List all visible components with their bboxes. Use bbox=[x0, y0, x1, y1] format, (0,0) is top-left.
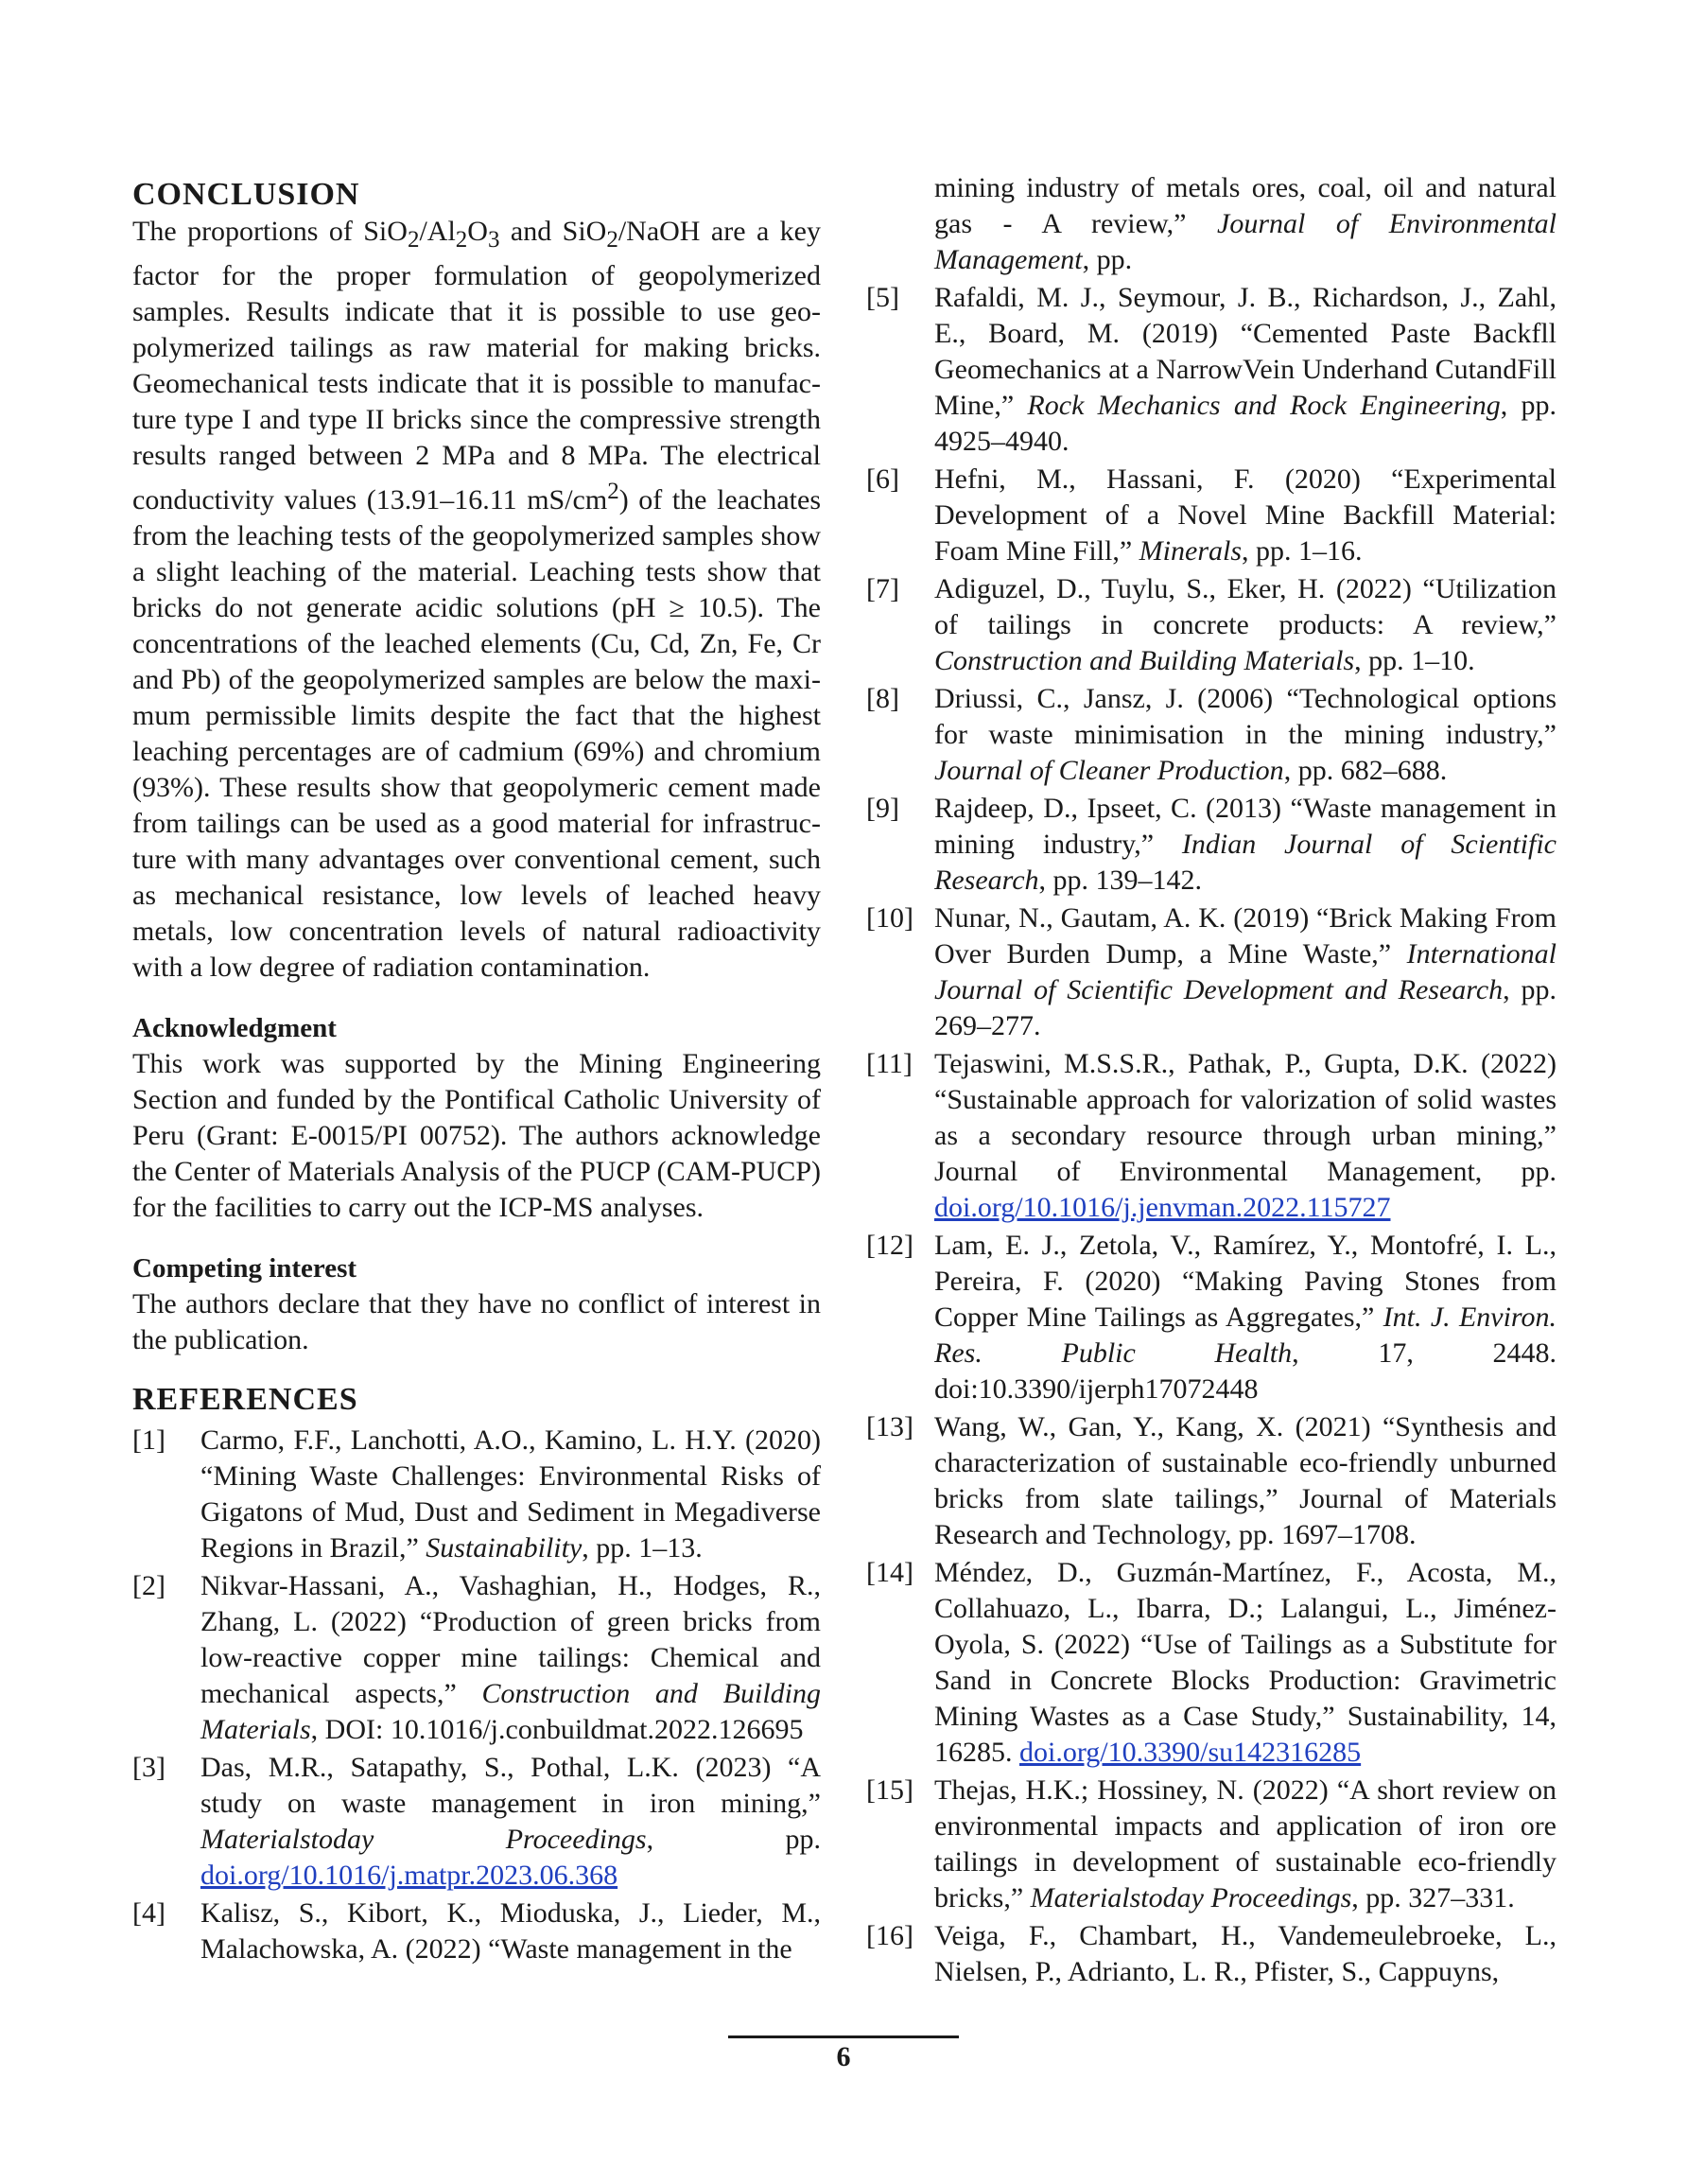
text-run: Das, M.R., Satapathy, S., Pothal, L.K. (2023) “A study on waste management in iron mining,” bbox=[200, 1752, 821, 1819]
reference-item bbox=[866, 791, 1557, 899]
text-run: Méndez, D., Guzmán-Martínez, F., Acosta, M., Collahuazo, L., Ibarra, D.; Lalangui, L., Jiménez-Oyola, S. (2022) “Use of Tailings as a Substitute for Sand in Concrete Blocks Production: Gravimetric Mining Wastes as a Case Study,” Sustainability, 14, 16285. bbox=[934, 1557, 1557, 1768]
journal-name: Materialstoday Proceedings bbox=[200, 1824, 647, 1855]
text-run: Tejaswini, M.S.S.R., Pathak, P., Gupta, D.K. (2022) “Sustainable approach for valorization of solid wastes as a secondary resource through urban mining,” Journal of Environmental Management, pp. bbox=[934, 1048, 1557, 1187]
text-run: , pp. bbox=[1082, 244, 1133, 275]
journal-name: Journal of Cleaner Production bbox=[934, 755, 1284, 786]
reference-text: Wang, W., Gan, Y., Kang, X. (2021) “Synthesis and characterization of sustainable eco-friendly unburned bricks from slate tailings,” Journal of Materials Research and Technology, pp. 1697–1708. bbox=[934, 1411, 1557, 1550]
reference-text bbox=[866, 170, 1557, 278]
reference-number: [4] bbox=[132, 1897, 165, 1929]
text-run: Adiguzel, D., Tuylu, S., Eker, H. (2022) “Utilization of tailings in concrete products: A review,” bbox=[934, 573, 1557, 640]
text-run: The proportions of SiO bbox=[132, 216, 408, 247]
reference-text bbox=[934, 1228, 1557, 1407]
reference-item bbox=[866, 1555, 1557, 1771]
journal-name: International Journal of Scientific Development and Research bbox=[934, 938, 1557, 1005]
subscript: 2 bbox=[455, 227, 468, 253]
reference-item bbox=[866, 462, 1557, 569]
reference-item bbox=[866, 1046, 1557, 1226]
reference-text bbox=[200, 1423, 821, 1566]
reference-item bbox=[132, 1423, 821, 1566]
doi-link[interactable]: doi.org/10.1016/j.jenvman.2022.115727 bbox=[934, 1192, 1391, 1223]
text-run: and SiO bbox=[499, 216, 607, 247]
reference-item bbox=[866, 571, 1557, 679]
acknowledgment-heading: Acknowledgment bbox=[132, 1013, 337, 1043]
text-run: , pp. 1–10. bbox=[1354, 645, 1475, 676]
reference-item bbox=[132, 1896, 821, 1967]
reference-number: [13] bbox=[866, 1411, 913, 1442]
conclusion-paragraph bbox=[132, 214, 821, 986]
reference-text: Veiga, F., Chambart, H., Vandemeulebroeke, L., Nielsen, P., Adrianto, L. R., Pfister, S., Cappuyns, bbox=[934, 1920, 1557, 1987]
journal-name: Int. J. Environ. Res. Public Health bbox=[934, 1302, 1557, 1369]
text-run: , pp. 1–13. bbox=[582, 1532, 703, 1564]
text-run: Hefni, M., Hassani, F. (2020) “Experimental Development of a Novel Mine Backfill Material: Foam Mine Fill,” bbox=[934, 463, 1557, 567]
journal-name: Minerals bbox=[1139, 535, 1242, 567]
text-run: , pp. 1–16. bbox=[1242, 535, 1363, 567]
text-run: , pp. 269–277. bbox=[934, 974, 1557, 1041]
reference-item bbox=[866, 900, 1557, 1044]
reference-text bbox=[934, 900, 1557, 1044]
references-list-left bbox=[132, 1423, 821, 1967]
text-run: , pp. 682–688. bbox=[1283, 755, 1448, 786]
footer-rule bbox=[728, 2035, 959, 2038]
text-run: , 17, 2448. doi:10.3390/ijerph17072448 bbox=[934, 1337, 1557, 1405]
reference-item bbox=[866, 1228, 1557, 1407]
subscript: 3 bbox=[487, 227, 500, 253]
references-list-right bbox=[866, 170, 1557, 1990]
reference-text bbox=[934, 571, 1557, 679]
journal-name: Construction and Building Materials bbox=[934, 645, 1355, 676]
text-run: Carmo, F.F., Lanchotti, A.O., Kamino, L. H.Y. (2020) “Mining Waste Challenges: Environmental Risks of Gigatons of Mud, Dust and Sediment in Megadiverse Regions in Brazil,” bbox=[200, 1424, 821, 1564]
reference-text bbox=[934, 1555, 1557, 1771]
text-run: , pp. 4925–4940. bbox=[934, 390, 1557, 457]
text-run: , DOI: 10.1016/j.conbuildmat.2022.126695 bbox=[310, 1714, 804, 1745]
reference-item bbox=[866, 681, 1557, 789]
journal-name: Materialstoday Proceedings bbox=[1030, 1882, 1352, 1913]
reference-number: [16] bbox=[866, 1920, 913, 1951]
reference-number: [1] bbox=[132, 1424, 165, 1456]
text-run: /Al bbox=[419, 216, 456, 247]
reference-continuation bbox=[866, 170, 1557, 278]
reference-item bbox=[866, 1773, 1557, 1916]
reference-text bbox=[934, 280, 1557, 460]
reference-item bbox=[132, 1568, 821, 1748]
text-run: , pp. bbox=[646, 1824, 821, 1855]
reference-number: [2] bbox=[132, 1570, 165, 1601]
page-number: 6 bbox=[836, 2041, 851, 2072]
reference-text bbox=[934, 462, 1557, 569]
reference-text bbox=[934, 791, 1557, 899]
text-run: Rafaldi, M. J., Seymour, J. B., Richardson, J., Zahl, E., Board, M. (2019) “Cemented Paste Backfll Geomechanics at a NarrowVein Underhand CutandFill Mine,” bbox=[934, 282, 1557, 421]
journal-name: Rock Mechanics and Rock Engineering bbox=[1027, 390, 1501, 421]
right-column bbox=[866, 170, 1557, 1992]
journal-name: Journal of Environmental Management bbox=[934, 208, 1557, 275]
text-run: Rajdeep, D., Ipseet, C. (2013) “Waste management in mining industry,” bbox=[934, 793, 1557, 860]
competing-interest-heading: Competing interest bbox=[132, 1253, 357, 1284]
text-run: Nunar, N., Gautam, A. K. (2019) “Brick Making From Over Burden Dump, a Mine Waste,” bbox=[934, 902, 1557, 970]
subscript: 2 bbox=[407, 227, 420, 253]
left-column bbox=[132, 170, 821, 1969]
text-run: ) of the leachates from the leaching tests of the geopolymerized samples show a slight leaching of the material. Leaching tests show that bricks do not generate acidic solutions (pH ≥ 10.5). The concentrations of the leached elements (Cu, Cd, Zn, Fe, Cr and Pb) of the geopolymerized samples are below the maximum permissible limits despite the fact that the highest leaching percentages are of cadmium (69%) and chromium (93%). These results show that geopolymeric cement made from tailings can be used as a good material for infrastructure with many advantages over conventional cement, such as mechanical resistance, low levels of leached heavy metals, low concentration levels of natural radioactivity with a low degree of radiation contamination. bbox=[132, 484, 821, 983]
reference-item bbox=[866, 280, 1557, 460]
superscript: 2 bbox=[607, 479, 619, 504]
reference-text bbox=[200, 1750, 821, 1894]
reference-number: [12] bbox=[866, 1230, 913, 1261]
reference-number: [5] bbox=[866, 282, 899, 313]
subscript: 2 bbox=[606, 227, 618, 253]
reference-number: [9] bbox=[866, 793, 899, 824]
references-heading: REFERENCES bbox=[132, 1382, 358, 1417]
reference-number: [3] bbox=[132, 1752, 165, 1783]
text-run: , pp. 139–142. bbox=[1038, 865, 1203, 896]
journal-name: Indian Journal of Scientific Research bbox=[934, 829, 1557, 896]
text-run: Nikvar-Hassani, A., Vashaghian, H., Hodges, R., Zhang, L. (2022) “Production of green bricks from low-reactive copper mine tailings: Chemical and mechanical aspects,” bbox=[200, 1570, 821, 1709]
text-run: mining industry of metals ores, coal, oil and natural gas - A review,” bbox=[934, 172, 1557, 239]
reference-text bbox=[934, 681, 1557, 789]
reference-text bbox=[934, 1046, 1557, 1226]
acknowledgment-text: This work was supported by the Mining Engineering Section and funded by the Pontifical Catholic University of Peru (Grant: E-0015/PI 00752). The authors acknowledge the Center of Materials Analysis of the PUCP (CAM-PUCP) for the facilities to carry out the ICP-MS analyses. bbox=[132, 1048, 821, 1223]
reference-item bbox=[866, 1409, 1557, 1553]
text-run: Lam, E. J., Zetola, V., Ramírez, Y., Montofré, I. L., Pereira, F. (2020) “Making Paving Stones from Copper Mine Tailings as Aggregates,” bbox=[934, 1230, 1557, 1333]
reference-number: [6] bbox=[866, 463, 899, 495]
text-run: Thejas, H.K.; Hossiney, N. (2022) “A short review on environmental impacts and application of iron ore tailings in development of sustainable eco-friendly bricks,” bbox=[934, 1774, 1557, 1913]
text-run: , pp. 327–331. bbox=[1351, 1882, 1515, 1913]
text-run: /NaOH are a key factor for the proper formulation of geopolymerized samples. Results indicate that it is possible to use geopolymerized tailings as raw material for making bricks. Geomechanical tests indicate that it is possible to manufacture type I and type II bricks since the compressive strength results ranged between 2 MPa and 8 MPa. The electrical conductivity values (13.91–16.11 mS/cm bbox=[132, 216, 821, 515]
reference-number: [14] bbox=[866, 1557, 913, 1588]
reference-text bbox=[200, 1568, 821, 1748]
doi-link[interactable]: doi.org/10.3390/su142316285 bbox=[1019, 1737, 1362, 1768]
journal-name: Construction and Building Materials bbox=[200, 1678, 822, 1745]
reference-item bbox=[132, 1750, 821, 1894]
reference-text bbox=[934, 1773, 1557, 1916]
reference-number: [7] bbox=[866, 573, 899, 604]
reference-number: [11] bbox=[866, 1048, 913, 1079]
competing-interest-text: The authors declare that they have no conflict of interest in the publication. bbox=[132, 1288, 821, 1355]
journal-name: Sustainability bbox=[426, 1532, 583, 1564]
reference-number: [15] bbox=[866, 1774, 913, 1806]
conclusion-heading: CONCLUSION bbox=[132, 177, 360, 212]
reference-number: [8] bbox=[866, 683, 899, 714]
reference-text: Kalisz, S., Kibort, K., Mioduska, J., Lieder, M., Malachowska, A. (2022) “Waste management in the bbox=[200, 1897, 821, 1965]
text-run: Driussi, C., Jansz, J. (2006) “Technological options for waste minimisation in the mining industry,” bbox=[934, 683, 1557, 750]
reference-item bbox=[866, 1918, 1557, 1990]
doi-link[interactable]: doi.org/10.1016/j.matpr.2023.06.368 bbox=[200, 1860, 618, 1891]
text-run: O bbox=[467, 216, 488, 247]
reference-number: [10] bbox=[866, 902, 913, 934]
